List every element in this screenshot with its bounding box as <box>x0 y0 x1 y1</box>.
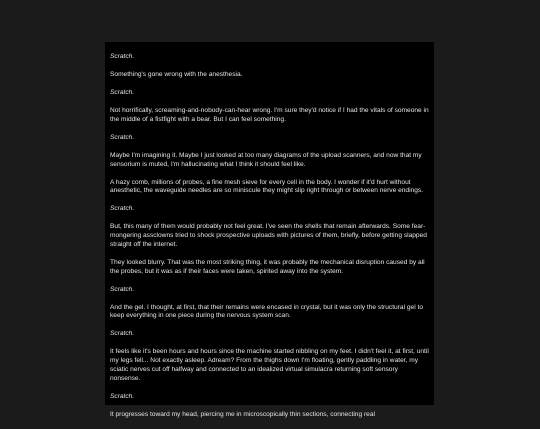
document-page <box>105 42 434 418</box>
scratch-line: Scratch. <box>110 392 135 400</box>
story-paragraph: It feels like it's been hours and hours since the machine started nibbling on my feet. I didn't feel it, at first, until my legs fell... Not exactly asleep. Adream? From the thighs down I'm floating, gently paddling in water, my sciatic nerves cut off halfway and connected to an idealized virtual simulacra returning soft sensory nonsense. <box>110 348 429 382</box>
scratch-line: Scratch. <box>110 205 135 213</box>
scratch-line: Scratch. <box>110 285 135 293</box>
story-paragraph: Maybe I'm imagining it. Maybe I just looked at too many diagrams of the upload scanners, and now that my sensorium is muted, I'm hallucinating what I think it should feel like. <box>110 151 422 168</box>
scratch-line: Scratch. <box>110 133 135 141</box>
scratch-line: Scratch. <box>110 88 135 96</box>
story-paragraph: They looked blurry. That was the most striking thing, it was probably the mechanical disruption caused by all the probes, but it was as if their faces were taken, spirited away into the system. <box>110 258 425 275</box>
story-paragraph: But, this many of them would probably not feel great. I've seen the shells that remain afterwards. Some fear-mongering assclowns tried to shock prospective uploads with pictures of them, briefly, before getting slapped straight off the internet. <box>110 223 427 248</box>
story-paragraph: Something's gone wrong with the anesthesia. <box>110 70 243 78</box>
scratch-line: Scratch. <box>110 53 135 60</box>
story-paragraph: A hazy comb, millions of probes, a fine mesh sieve for every cell in the body. I wonder if it'd hurt without anesthetic, the waveguide needles are so miniscule they might slip right through or between nerve endings. <box>110 178 424 195</box>
story-paragraph: And the gel. I thought, at first, that their remains were encased in crystal, but it was only the structural gel to keep everything in one piece during the nervous system scan. <box>110 303 423 320</box>
story-paragraph: Not horrifically, screaming-and-nobody-can-hear wrong. I'm sure they'd notice if I had the vitals of someone in the middle of a fistfight with a bear. But I can feel something. <box>110 106 429 123</box>
story-paragraph: It progresses toward my head, piercing me in microscopically thin sections, connecting real <box>110 410 375 418</box>
story-text <box>110 53 429 429</box>
scratch-line: Scratch. <box>110 330 135 338</box>
